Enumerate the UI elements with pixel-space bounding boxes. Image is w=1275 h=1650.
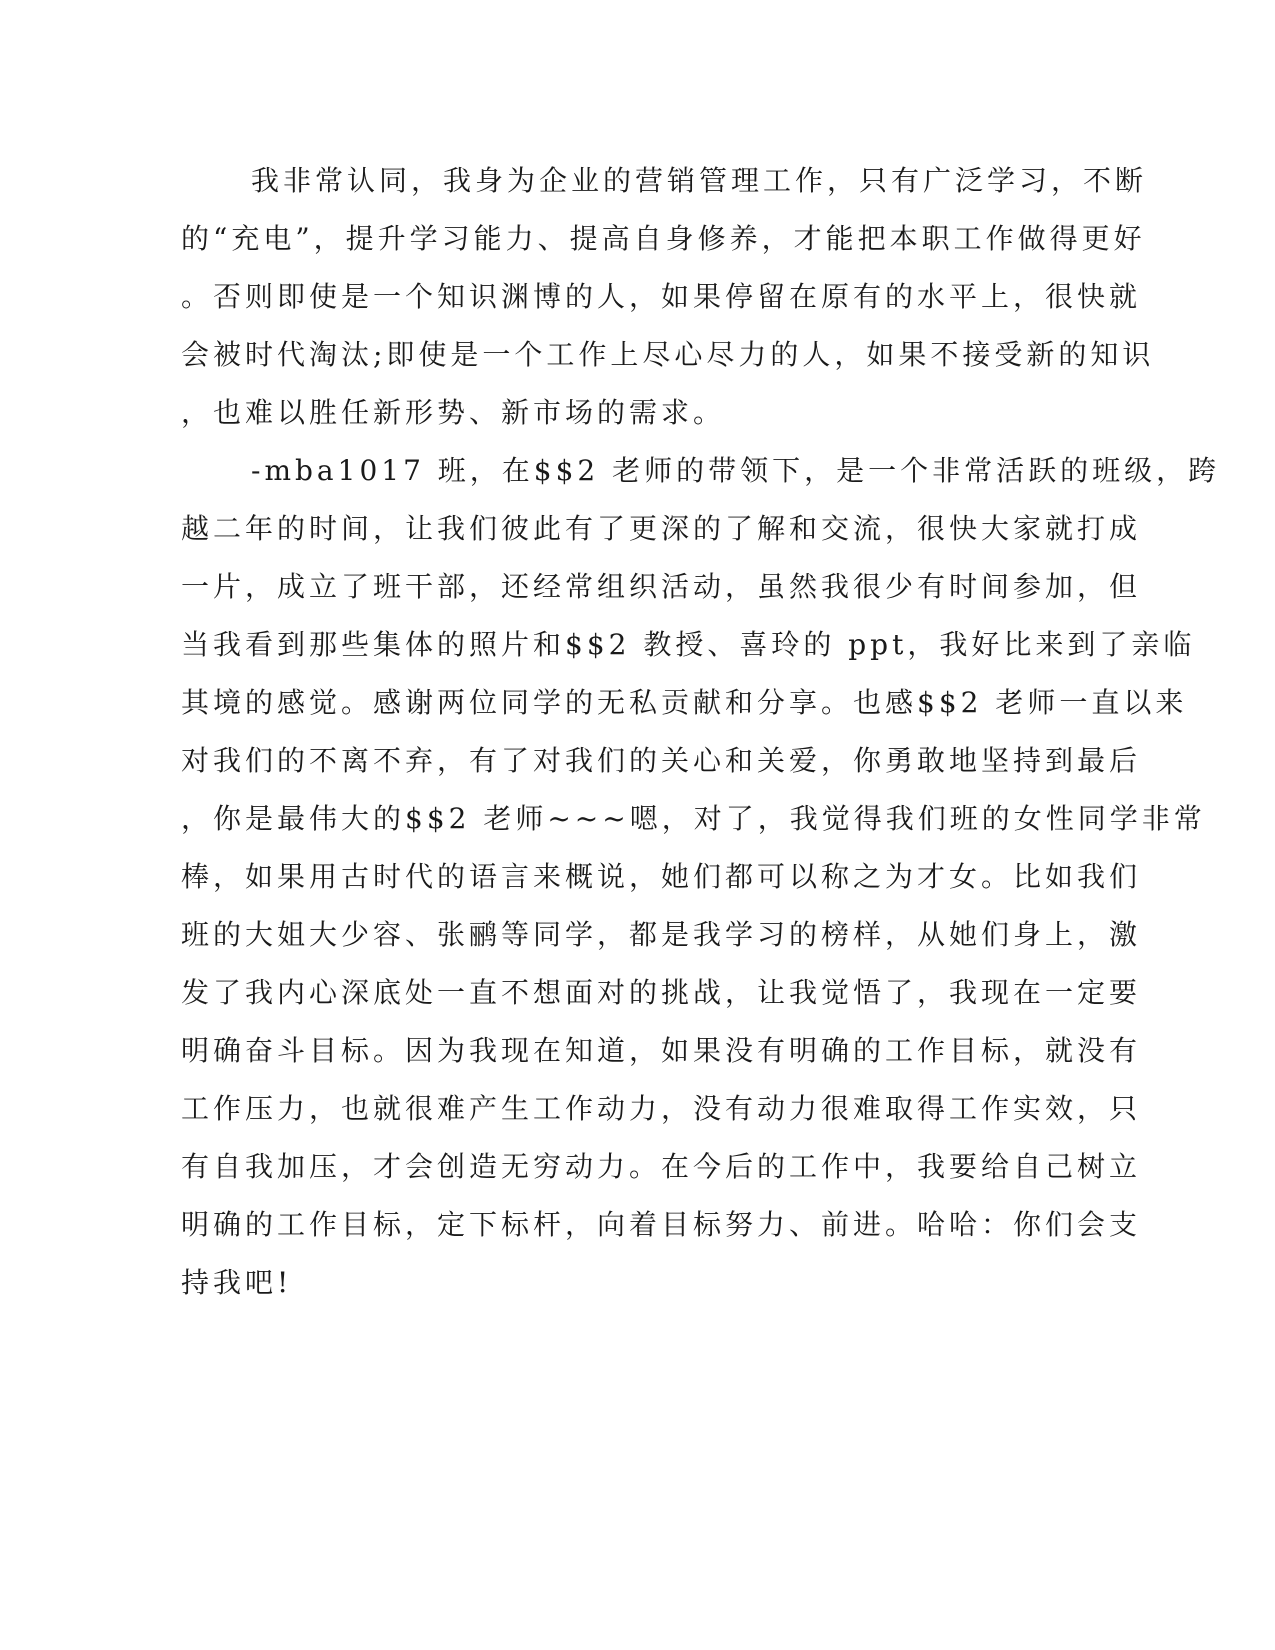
paragraph-2-line-9: 班的大姐大少容、张鹂等同学，都是我学习的榜样，从她们身上，激 [181, 918, 1142, 951]
paragraph-2-line-13: 有自我加压，才会创造无穷动力。在今后的工作中，我要给自己树立 [181, 1150, 1142, 1183]
paragraph-2-line-4: 当我看到那些集体的照片和$$2 教授、喜玲的 ppt，我好比来到了亲临 [181, 628, 1196, 661]
paragraph-2-line-15: 持我吧! [181, 1266, 293, 1299]
paragraph-2-line-2: 越二年的时间，让我们彼此有了更深的了解和交流，很快大家就打成 [181, 512, 1142, 545]
paragraph-2-line-1: -mba1017 班，在$$2 老师的带领下，是一个非常活跃的班级，跨 [251, 454, 1221, 487]
paragraph-1-line-5: ，也难以胜任新形势、新市场的需求。 [181, 396, 726, 429]
paragraph-1-line-3: 。否则即使是一个知识渊博的人，如果停留在原有的水平上，很快就 [181, 280, 1142, 313]
paragraph-2-line-3: 一片，成立了班干部，还经常组织活动，虽然我很少有时间参加，但 [181, 570, 1142, 603]
paragraph-2-line-11: 明确奋斗目标。因为我现在知道，如果没有明确的工作目标，就没有 [181, 1034, 1142, 1067]
paragraph-2-line-14: 明确的工作目标，定下标杆，向着目标努力、前进。哈哈：你们会支 [181, 1208, 1142, 1241]
paragraph-2-line-12: 工作压力，也就很难产生工作动力，没有动力很难取得工作实效，只 [181, 1092, 1142, 1125]
paragraph-1-line-4: 会被时代淘汰;即使是一个工作上尽心尽力的人，如果不接受新的知识 [181, 338, 1155, 371]
paragraph-1-line-2: 的“充电”，提升学习能力、提高自身修养，才能把本职工作做得更好 [181, 222, 1146, 255]
paragraph-2-line-6: 对我们的不离不弃，有了对我们的关心和关爱，你勇敢地坚持到最后 [181, 744, 1142, 777]
paragraph-2-line-5: 其境的感觉。感谢两位同学的无私贡献和分享。也感$$2 老师一直以来 [181, 686, 1188, 719]
paragraph-2-line-8: 棒，如果用古时代的语言来概说，她们都可以称之为才女。比如我们 [181, 860, 1142, 893]
document-body [181, 152, 1221, 1312]
paragraph-2-line-10: 发了我内心深底处一直不想面对的挑战，让我觉悟了，我现在一定要 [181, 976, 1142, 1009]
paragraph-2-line-7: ，你是最伟大的$$2 老师~~~嗯，对了，我觉得我们班的女性同学非常 [181, 802, 1206, 835]
paragraph-1-line-1: 我非常认同，我身为企业的营销管理工作，只有广泛学习，不断 [251, 164, 1148, 197]
